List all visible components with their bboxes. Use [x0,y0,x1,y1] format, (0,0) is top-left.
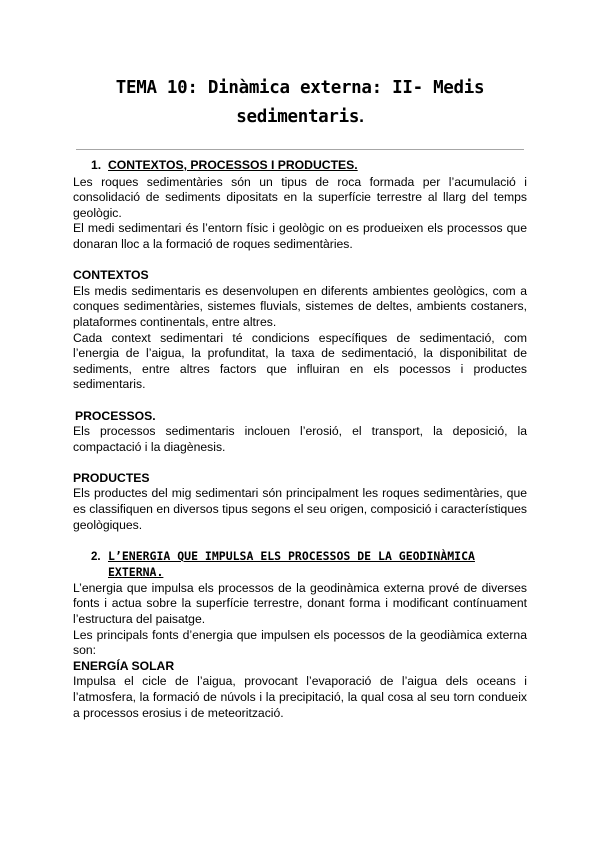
section-2-paragraph-1: L’energia que impulsa els processos de la geodinàmica externa prové de diverses fonts i actua sobre la superfície terrestre, donant forma i modificant contínuament l’estructura del paisatge. [73,580,527,627]
contextos-paragraph-2: Cada context sedimentari té condicions específiques de sedimentació, com l’energia de l’aigua, la profunditat, la taxa de sedimentació, la disponibilitat de sediments, entre altres factors que influiran en els pocessos i productes sedimentaris. [73,330,527,392]
productes-paragraph-1: Els productes del mig sedimentari són principalment les roques sedimentàries, que es classifiquen en diversos tipus segons el seu origen, composició i característiques geològiques. [73,486,527,532]
productes-heading: PRODUCTES [73,470,150,485]
energia-solar-heading: ENERGÍA SOLAR [73,658,175,673]
title-divider [76,149,524,150]
spacer [73,253,527,269]
spacer [73,533,527,549]
title-line-2-text: sedimentaris [236,107,360,127]
section-1-paragraph-2: El medi sedimentari és l’entorn físic i geològic on es produeixen els processos que donaran lloc a la formació de roques sedimentàries. [73,221,527,251]
section-2-number: 2. [91,550,101,563]
processos-paragraph-1: Els processos sedimentaris inclouen l’erosió, el transport, la deposició, la compactació i la diagènesis. [73,424,527,454]
section-2-paragraph-2: Les principals fonts d’energia que impulsen els pocessos de la geodiàmica externa son: [73,627,527,658]
processos-heading: PROCESSOS. [75,408,156,423]
section-1-number: 1. [91,158,102,172]
spacer [73,393,527,409]
section-1-heading-text: CONTEXTOS, PROCESSOS I PRODUCTES. [108,158,358,172]
title-dot: . [359,106,364,126]
title-line-1: TEMA 10: Dinàmica externa: II- Medis [115,78,485,98]
document-body [73,158,527,721]
section-1-paragraph-1: Les roques sedimentàries són un tipus de roca formada per l’acumulació i consolidació de sediments dipositats en la superfície terrestre al llarg del temps geològic. [73,174,527,220]
section-2-heading-line-1: L’ENERGIA QUE IMPULSA ELS PROCESSOS DE LA GEODINÀMICA [108,548,475,563]
section-2-heading-line-2: EXTERNA. [108,564,164,579]
section-2-heading [91,549,527,580]
contextos-heading: CONTEXTOS [73,268,149,283]
spacer [73,455,527,471]
contextos-paragraph-1: Els medis sedimentaris es desenvolupen en diferents ambientes geològics, com a conques sedimentàries, sistemes fluvials, sistemes de deltes, ambients costaners, plataformes continentals, entre altres. [73,283,527,329]
energia-solar-paragraph-1: Impulsa el cicle de l’aigua, provocant l’evaporació de l’aigua dels oceans i l’atmosfera, la formació de núvols i la precipitació, la qual cosa al seu torn condueix a processos erosius i de meteorització. [73,674,527,720]
title-line-2 [80,102,520,131]
page-title [80,74,520,131]
section-1-heading [91,158,527,174]
